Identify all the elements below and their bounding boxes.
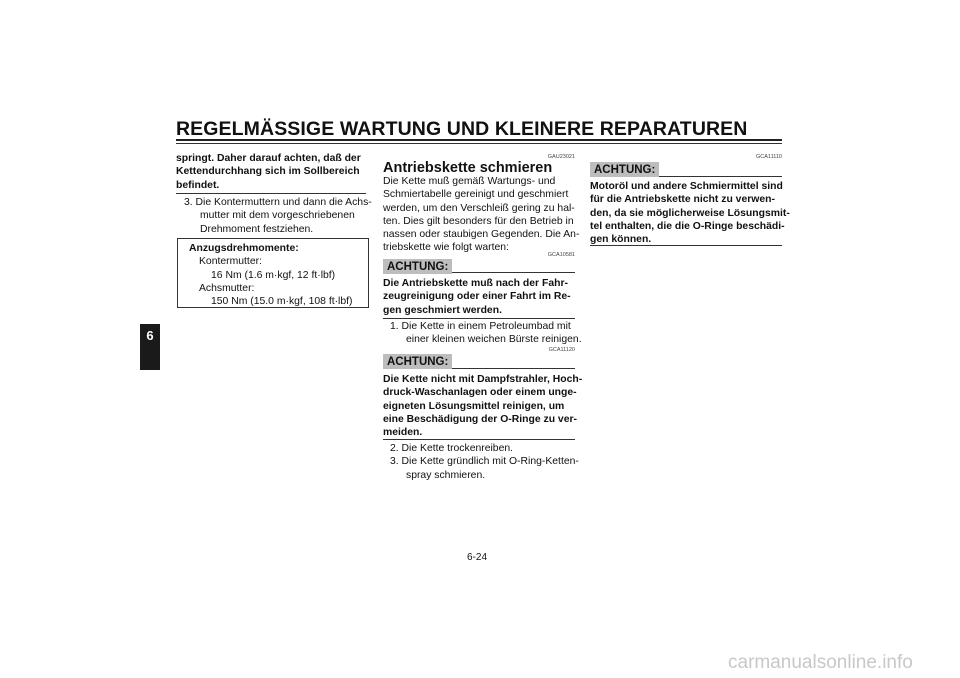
spec-line: Kontermutter: <box>199 256 262 268</box>
caution-label: ACHTUNG: <box>383 354 452 369</box>
caution-line: gen können. <box>590 234 652 246</box>
caution-line: tel enthalten, die die O-Ringe beschädi- <box>590 220 785 232</box>
spec-line: 150 Nm (15.0 m·kgf, 108 ft·lbf) <box>211 296 353 308</box>
intro-line: nassen oder staubigen Gegenden. Die An- <box>383 229 580 241</box>
chapter-tab <box>140 324 160 370</box>
lead-line: springt. Daher darauf achten, daß der <box>176 153 361 164</box>
page-number: 6-24 <box>467 552 488 563</box>
caution-text <box>383 373 583 439</box>
step-line: 3. Die Kontermuttern und dann die Achs- <box>184 197 372 208</box>
chapter-number: 6 <box>146 328 154 343</box>
caution-text <box>383 277 578 317</box>
intro-line: ten. Dies gilt besonders für den Betrieb in <box>383 215 574 227</box>
caution-code: GCA10581 <box>547 252 575 258</box>
col1-step-3 <box>184 196 374 236</box>
lead-rule <box>176 193 366 194</box>
col1-lead <box>176 152 366 192</box>
step-line: spray schmieren. <box>406 469 486 481</box>
torque-spec-heading: Anzugsdrehmomente: <box>189 243 299 254</box>
step-1 <box>390 320 580 347</box>
intro-line: triebskette wie folgt warten: <box>383 242 509 254</box>
caution-line: Die Antriebskette muß nach der Fahr- <box>383 278 568 289</box>
caution-rule <box>659 176 782 177</box>
lead-line: befindet. <box>176 179 220 191</box>
caution-code: GCA11120 <box>548 347 575 353</box>
caution-rule <box>452 272 575 273</box>
section-intro <box>383 175 578 255</box>
caution-text <box>590 180 790 246</box>
caution-line: meiden. <box>383 427 423 439</box>
caution-line: Motoröl und andere Schmiermittel sind <box>590 181 783 192</box>
section-heading: Antriebskette schmieren <box>383 160 553 176</box>
torque-spec-content <box>189 242 364 308</box>
caution-end-rule <box>590 245 782 246</box>
step-line: 1. Die Kette in einem Petroleumbad mit <box>390 321 571 332</box>
intro-line: Schmiertabelle gereinigt und geschmiert <box>383 189 569 201</box>
caution-line: zeugreinigung oder einer Fahrt im Re- <box>383 291 571 303</box>
spec-line: Achsmutter: <box>199 282 255 294</box>
section-code: GAU23021 <box>547 154 575 160</box>
header-rule-thin <box>176 143 782 144</box>
step-line: mutter mit dem vorgeschriebenen <box>200 210 355 222</box>
header-rule <box>176 139 782 141</box>
caution-end-rule <box>383 439 575 440</box>
caution-line: eigneten Lösungsmittel reinigen, um <box>383 400 565 412</box>
caution-rule <box>452 368 575 369</box>
page-title: REGELMÄSSIGE WARTUNG UND KLEINERE REPARATUREN <box>176 118 748 140</box>
lead-line: Kettendurchhang sich im Sollbereich <box>176 166 360 178</box>
step-line: 3. Die Kette gründlich mit O-Ring-Ketten- <box>390 456 579 468</box>
step-line: 2. Die Kette trockenreiben. <box>390 443 514 454</box>
caution-line: für die Antriebskette nicht zu verwen- <box>590 194 775 206</box>
caution-line: druck-Waschanlagen oder einem unge- <box>383 387 577 399</box>
intro-line: werden, um den Verschleiß gering zu hal- <box>383 202 575 214</box>
watermark: carmanualsonline.info <box>728 652 913 673</box>
step-line: Drehmoment festziehen. <box>200 223 314 235</box>
spec-line: 16 Nm (1.6 m·kgf, 12 ft·lbf) <box>211 269 336 281</box>
steps-2-3 <box>390 442 580 482</box>
step-line: einer kleinen weichen Bürste reinigen. <box>406 334 582 346</box>
caution-end-rule <box>383 318 575 319</box>
caution-line: gen geschmiert werden. <box>383 304 502 316</box>
caution-label: ACHTUNG: <box>383 259 452 274</box>
caution-code: GCA11110 <box>756 154 782 160</box>
caution-line: eine Beschädigung der O-Ringe zu ver- <box>383 413 577 425</box>
caution-label: ACHTUNG: <box>590 162 659 177</box>
caution-line: den, da sie möglicherweise Lösungsmit- <box>590 207 790 219</box>
intro-line: Die Kette muß gemäß Wartungs- und <box>383 176 556 187</box>
caution-line: Die Kette nicht mit Dampfstrahler, Hoch- <box>383 374 583 385</box>
